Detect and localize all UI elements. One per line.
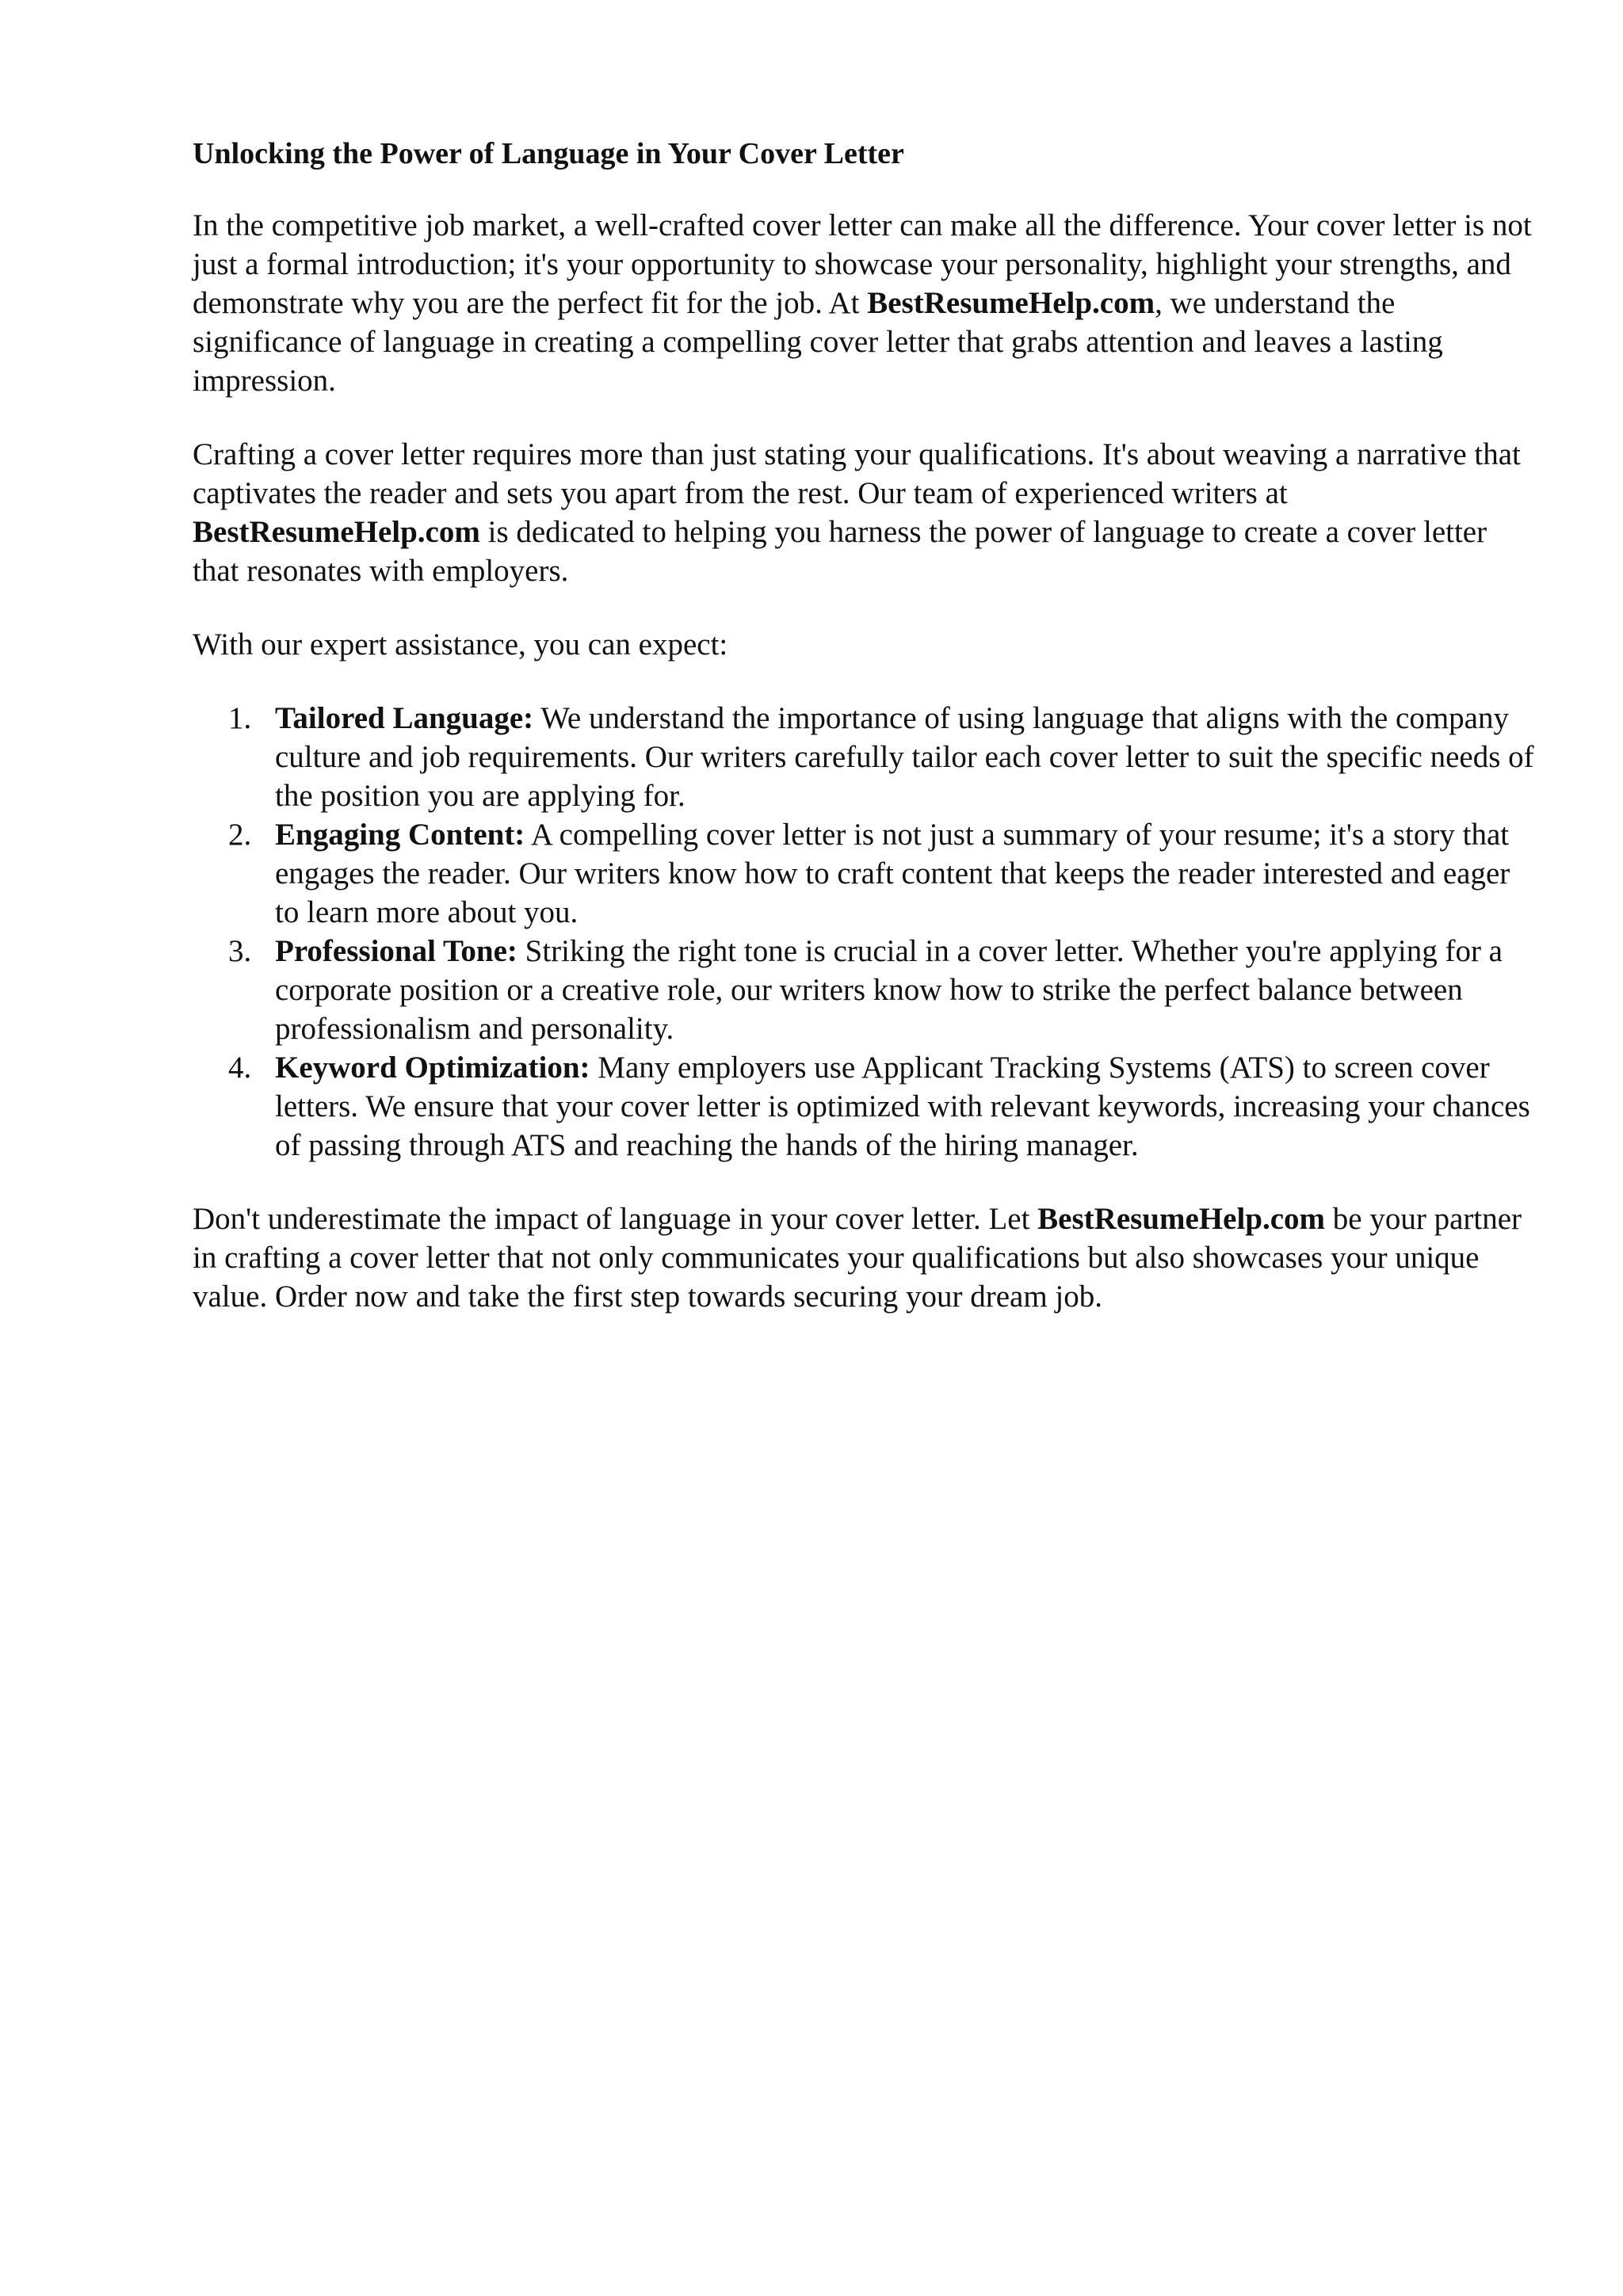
intro-text-before: In the competitive job market, a well-crafted cover letter can make all the difference. Your cover letter is not just a formal introduction; it's your opportunity to showcase your personality, highlight your strengths, and demonstrate why you are the perfect fit for the job. At <box>193 208 1532 320</box>
expect-paragraph: With our expert assistance, you can expect: <box>193 627 728 662</box>
document-title: Unlocking the Power of Language in Your Cover Letter <box>193 137 904 170</box>
closing-paragraph <box>193 1199 1540 1316</box>
list-item-heading: Tailored Language: <box>275 701 534 735</box>
list-item-number: 4. <box>228 1051 252 1085</box>
closing-text-after: be your partner in crafting a cover letter that not only communicates your qualifications but also showcases your unique value. Order now and take the first step towards securing your dream job. <box>193 1202 1522 1314</box>
benefits-list <box>193 699 1540 1165</box>
closing-brand: BestResumeHelp.com <box>1037 1202 1326 1236</box>
list-item-text: Many employers use Applicant Tracking Systems (ATS) to screen cover letters. We ensure that your cover letter is optimized with relevant keywords, increasing your chances of passing through ATS and reaching the hands of the hiring manager. <box>275 1051 1530 1162</box>
list-item-text: Striking the right tone is crucial in a cover letter. Whether you're applying for a corporate position or a creative role, our writers know how to strike the perfect balance between professionalism and personality. <box>275 934 1503 1046</box>
list-item <box>193 699 1540 815</box>
list-item-number: 2. <box>228 818 252 852</box>
list-item-text: A compelling cover letter is not just a summary of your resume; it's a story that engages the reader. Our writers know how to craft content that keeps the reader interested and eager to learn more about you. <box>275 818 1510 929</box>
list-item-number: 3. <box>228 934 252 968</box>
intro-paragraph <box>193 206 1540 400</box>
crafting-paragraph <box>193 435 1540 590</box>
list-item <box>193 815 1540 932</box>
list-item <box>193 1048 1540 1165</box>
list-item-heading: Keyword Optimization: <box>275 1051 590 1085</box>
crafting-brand: BestResumeHelp.com <box>193 515 480 549</box>
list-item-heading: Professional Tone: <box>275 934 517 968</box>
crafting-text-after: is dedicated to helping you harness the power of language to create a cover letter that resonates with employers. <box>193 515 1487 588</box>
intro-brand: BestResumeHelp.com <box>867 286 1155 320</box>
list-item-heading: Engaging Content: <box>275 818 525 852</box>
list-item <box>193 932 1540 1048</box>
closing-text-before: Don't underestimate the impact of language in your cover letter. Let <box>193 1202 1038 1236</box>
list-item-text: We understand the importance of using language that aligns with the company culture and job requirements. Our writers carefully tailor each cover letter to suit the specific needs of the position you are applying for. <box>275 701 1534 813</box>
document-page <box>193 135 1540 1351</box>
intro-text-after: , we understand the significance of language in creating a compelling cover letter that grabs attention and leaves a lasting impression. <box>193 286 1443 398</box>
crafting-text-before: Crafting a cover letter requires more than just stating your qualifications. It's about weaving a narrative that captivates the reader and sets you apart from the rest. Our team of experienced writers at <box>193 437 1521 510</box>
list-item-number: 1. <box>228 701 252 735</box>
